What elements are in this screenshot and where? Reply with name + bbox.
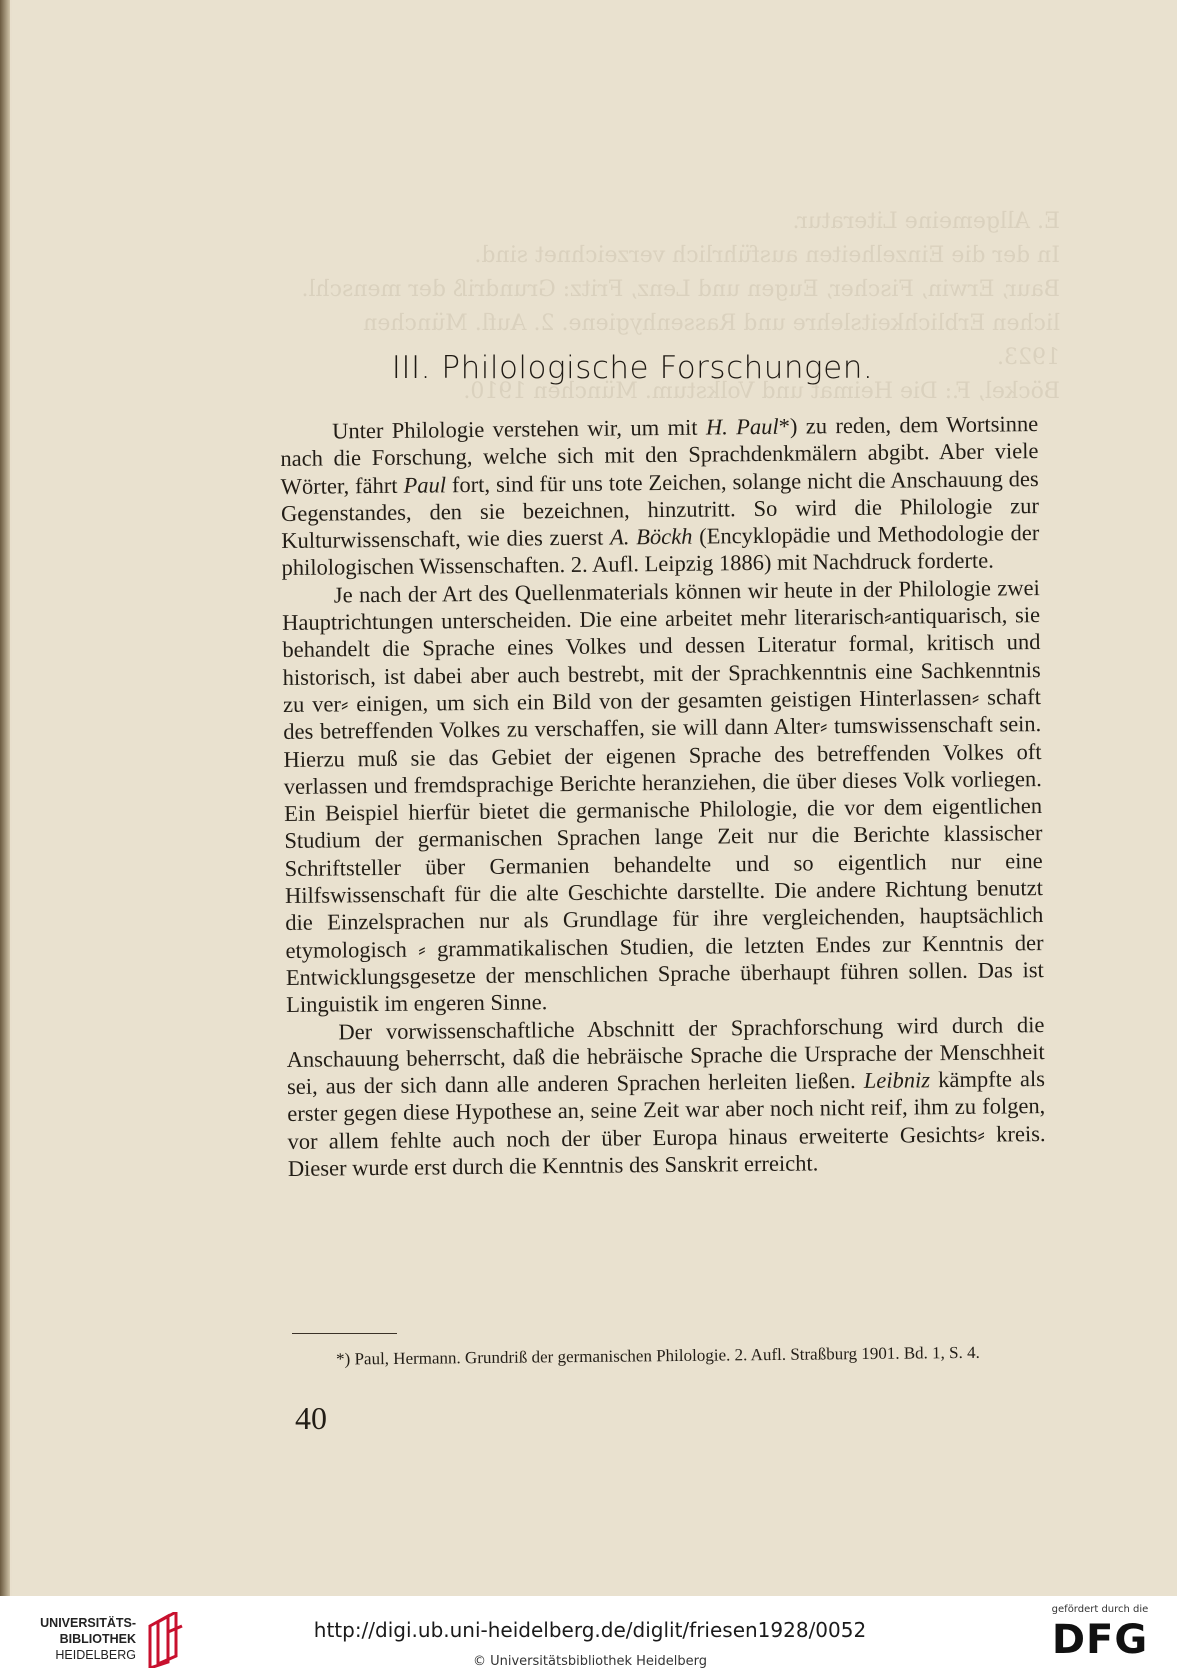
binding-shadow [0,0,10,1596]
permalink-url[interactable]: http://digi.ub.uni-heidelberg.de/diglit/friesen1928/0052 [313,1618,867,1642]
dfg-logo: DFG [1051,1617,1149,1663]
funding-caption: gefördert durch die [1051,1604,1149,1615]
italic-name: H. Paul [705,413,779,440]
page-number: 40 [295,1400,327,1436]
text-run: *) zu reden, dem Wortsinne nach die Forschung, welche sich mit den Sprachdenkmälern abgibt. Aber viele Wörter, fährt [280,411,1039,499]
italic-name: Paul [403,471,447,498]
text-run: fort, sind für uns tote Zeichen, solange nicht die Anschauung des Gegenstandes, den sie bezeichnen, hinzutritt. So wird die Philologie zur Kulturwissenschaft, wie dies zuerst [280,465,1040,554]
italic-name: Leibniz [863,1067,931,1094]
footnote: *) Paul, Hermann. Grundriß der germanischen Philologie. 2. Aufl. Straßburg 1901. Bd. 1, S. 4. [336,1342,980,1369]
text-run: kämpfte als erster gegen diese Hypothese an, seine Zeit war aber noch nicht reif, ihm zu folgen, vor allem fehlte auch noch der über Europa hinaus erweiterte Gesichts⸗ kreis. Dieser wurde erst durch die Kenntnis des Sanskrit erreicht. [287,1066,1046,1181]
text-run: Je nach der Art des Quellenmaterials können wir heute in der Philologie zwei Hauptrichtungen unterscheiden. Die eine arbeitet mehr literarisch⸗antiquarisch, sie behandelt die Sprache eines Volkes und dessen Literatur formal, kritisch und historisch, ist dabei aber auch bestrebt, mit der Sprachkenntnis eine Sachkenntnis zu ver⸗ einigen, um sich ein Bild von der gesamten geistigen Hinterlassen⸗ schaft des betreffenden Volkes zu verschaffen, sie will dann Alter⸗ tumswissenschaft sein. Hierzu muß sie das Gebiet der eigenen Sprache des betreffenden Volkes oft verlassen und fremdsprachige Berichte heranziehen, die über dieses Volk vorliegen. Ein Beispiel hierfür bietet die germanische Philologie, die vor dem eigentlichen Studium der germanischen Sprachen lange Zeit nur die Berichte klassischer Schriftsteller über Germanien behandelte und so eigentlich nur eine Hilfswissenschaft für die alte Geschichte darstellte. Die andere Richtung benutzt die Einzelsprachen nur als Grundlage für ihre vergleichenden, hauptsächlich etymologisch ⸗ grammatikalischen Studien, die letzten Endes zur Kenntnis der Entwicklungsgesetze der menschlichen Sprache überhaupt führen sollen. Das ist Linguistik im engeren Sinne. [282,574,1044,1018]
body-paragraph [282,574,1045,1019]
copyright-notice: © Universitätsbibliothek Heidelberg [472,1654,707,1669]
text-run: Unter Philologie verstehen wir, um mit [332,414,707,444]
viewer-footer [0,1596,1177,1680]
dfg-funding-block[interactable] [1040,1604,1160,1676]
italic-name: A. Böckh [609,523,693,550]
footnote-rule [292,1333,397,1334]
text-run: Der vorwissenschaftliche Abschnitt der Sprachforschung wird durch die Anschauung beherrscht, daß die hebräische Sprache die Ursprache der Menschheit sei, aus der sich dann alle anderen Sprachen herleiten ließen. [286,1011,1045,1100]
library-name-line: BIBLIOTHEK [59,1632,136,1646]
body-text [280,410,1046,1182]
library-name-line: UNIVERSITÄTS- [40,1616,136,1630]
page-title: III. Philologische Forschungen. [391,350,874,386]
university-library-logo[interactable] [24,1612,194,1668]
library-name [24,1615,136,1663]
body-paragraph [280,410,1040,582]
body-paragraph [286,1011,1046,1183]
library-name-line: HEIDELBERG [55,1648,136,1662]
library-emblem-icon [144,1612,186,1668]
text-run: (Encyklopädie und Methodologie der philologischen Wissenschaften. 2. Aufl. Leipzig 1886) mit Nachdruck forderte. [281,520,1040,581]
